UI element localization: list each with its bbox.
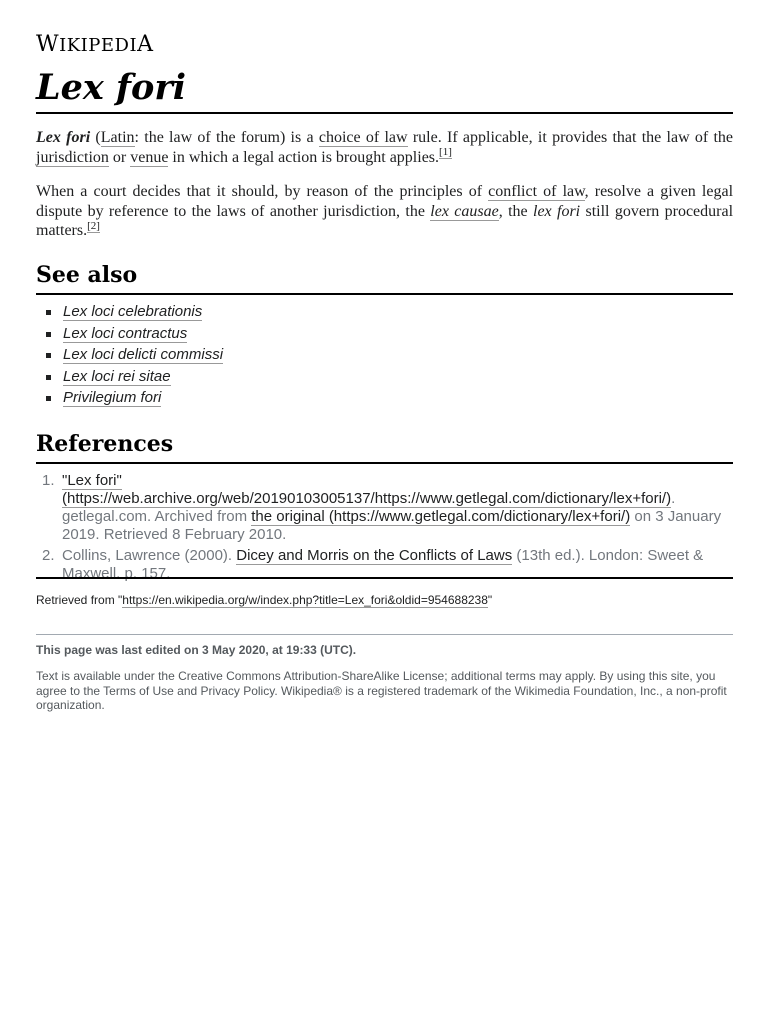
bullet-icon [46, 353, 51, 358]
list-item [36, 324, 223, 346]
see-also-link[interactable]: Lex loci rei sitae [63, 367, 171, 385]
reference-text: (13th ed.). London: Sweet & Maxwell. p. 157. [62, 547, 704, 582]
reference-link-book[interactable]: Dicey and Morris on the Conflicts of Laws [236, 547, 513, 564]
list-item [36, 367, 223, 389]
text: rule. If applicable, it provides that the law of the [407, 129, 734, 146]
text: , resolve a given legal dispute by reference to the laws of another jurisdiction, the [36, 183, 734, 220]
retrieved-suffix: " [487, 593, 493, 607]
lex-fori-italic: lex fori [533, 202, 581, 220]
link-jurisdiction[interactable]: jurisdiction [36, 148, 109, 166]
page-title: Lex fori [36, 68, 733, 114]
text: or [108, 148, 131, 166]
retrieved-prefix: Retrieved from " [36, 593, 123, 607]
wordmark-a: A [137, 32, 154, 57]
references-list [36, 472, 733, 586]
citation-1-label: [1] [439, 146, 452, 159]
license-text: Text is available under the Creative Commons Attribution-ShareAlike License; additional terms may apply. By using this site, you agree to the Terms of Use and Privacy Policy. Wikipedia® is a registered trademark of the Wikimedia Foundation, Inc., a non-profit organization. [36, 669, 727, 712]
link-conflict-of-law[interactable]: conflict of law [488, 183, 585, 200]
retrieved-url-link[interactable]: https://en.wikipedia.org/w/index.php?title=Lex_fori&oldid=954688238 [122, 593, 488, 607]
references-heading: References [36, 430, 733, 464]
wordmark-middle: IKIPEDI [59, 35, 138, 56]
retrieved-from [36, 593, 492, 607]
see-also-link[interactable]: Lex loci delicti commissi [63, 346, 224, 363]
citation-1[interactable] [439, 146, 452, 159]
intro-paragraph [36, 128, 733, 167]
see-also-link[interactable]: Lex loci celebrationis [63, 303, 203, 320]
see-also-link[interactable]: Lex loci contractus [63, 324, 188, 342]
link-latin[interactable]: Latin [100, 129, 135, 146]
text: When a court decides that it should, by reason of the principles of [36, 183, 489, 200]
text: ( [90, 129, 101, 146]
wikipedia-wordmark[interactable] [36, 32, 153, 57]
text: still govern procedural matters. [36, 202, 734, 239]
link-venue[interactable]: venue [130, 148, 169, 166]
link-lex-causae[interactable]: lex causae [430, 202, 499, 220]
bullet-icon [46, 396, 51, 401]
reference-number: 2. [42, 547, 55, 564]
see-also-list [36, 302, 223, 410]
reference-item [36, 472, 733, 544]
footer-divider [36, 634, 733, 635]
text: in which a legal action is brought applies. [168, 148, 440, 166]
citation-2[interactable] [87, 220, 100, 233]
link-choice-of-law[interactable]: choice of law [318, 129, 408, 146]
bullet-icon [46, 332, 51, 337]
term-lex-fori: Lex fori [36, 129, 91, 146]
wordmark-w: W [36, 32, 60, 57]
text: : the law of the forum) is a [134, 129, 319, 146]
content-divider [36, 577, 733, 579]
second-paragraph [36, 182, 733, 241]
list-item [36, 302, 223, 324]
reference-text: Collins, Lawrence (2000). [62, 547, 237, 564]
see-also-link[interactable]: Privilegium fori [63, 389, 162, 406]
last-edited: This page was last edited on 3 May 2020, at 19:33 (UTC). [36, 643, 357, 657]
see-also-heading: See also [36, 261, 733, 295]
reference-number: 1. [42, 472, 55, 489]
citation-2-label: [2] [87, 219, 100, 232]
reference-text: . getlegal.com. Archived from [62, 490, 676, 525]
reference-text: on 3 January 2019. Retrieved 8 February 2010. [62, 508, 722, 543]
list-item [36, 388, 223, 410]
reference-link-original[interactable]: the original (https://www.getlegal.com/dictionary/lex+fori/) [251, 508, 631, 525]
bullet-icon [46, 310, 51, 315]
list-item [36, 345, 223, 367]
bullet-icon [46, 375, 51, 380]
reference-link-archive[interactable]: "Lex fori" (https://web.archive.org/web/20190103005137/https://www.getlegal.com/dictionary/lex+fori/) [62, 472, 672, 507]
text: , the [498, 202, 533, 220]
